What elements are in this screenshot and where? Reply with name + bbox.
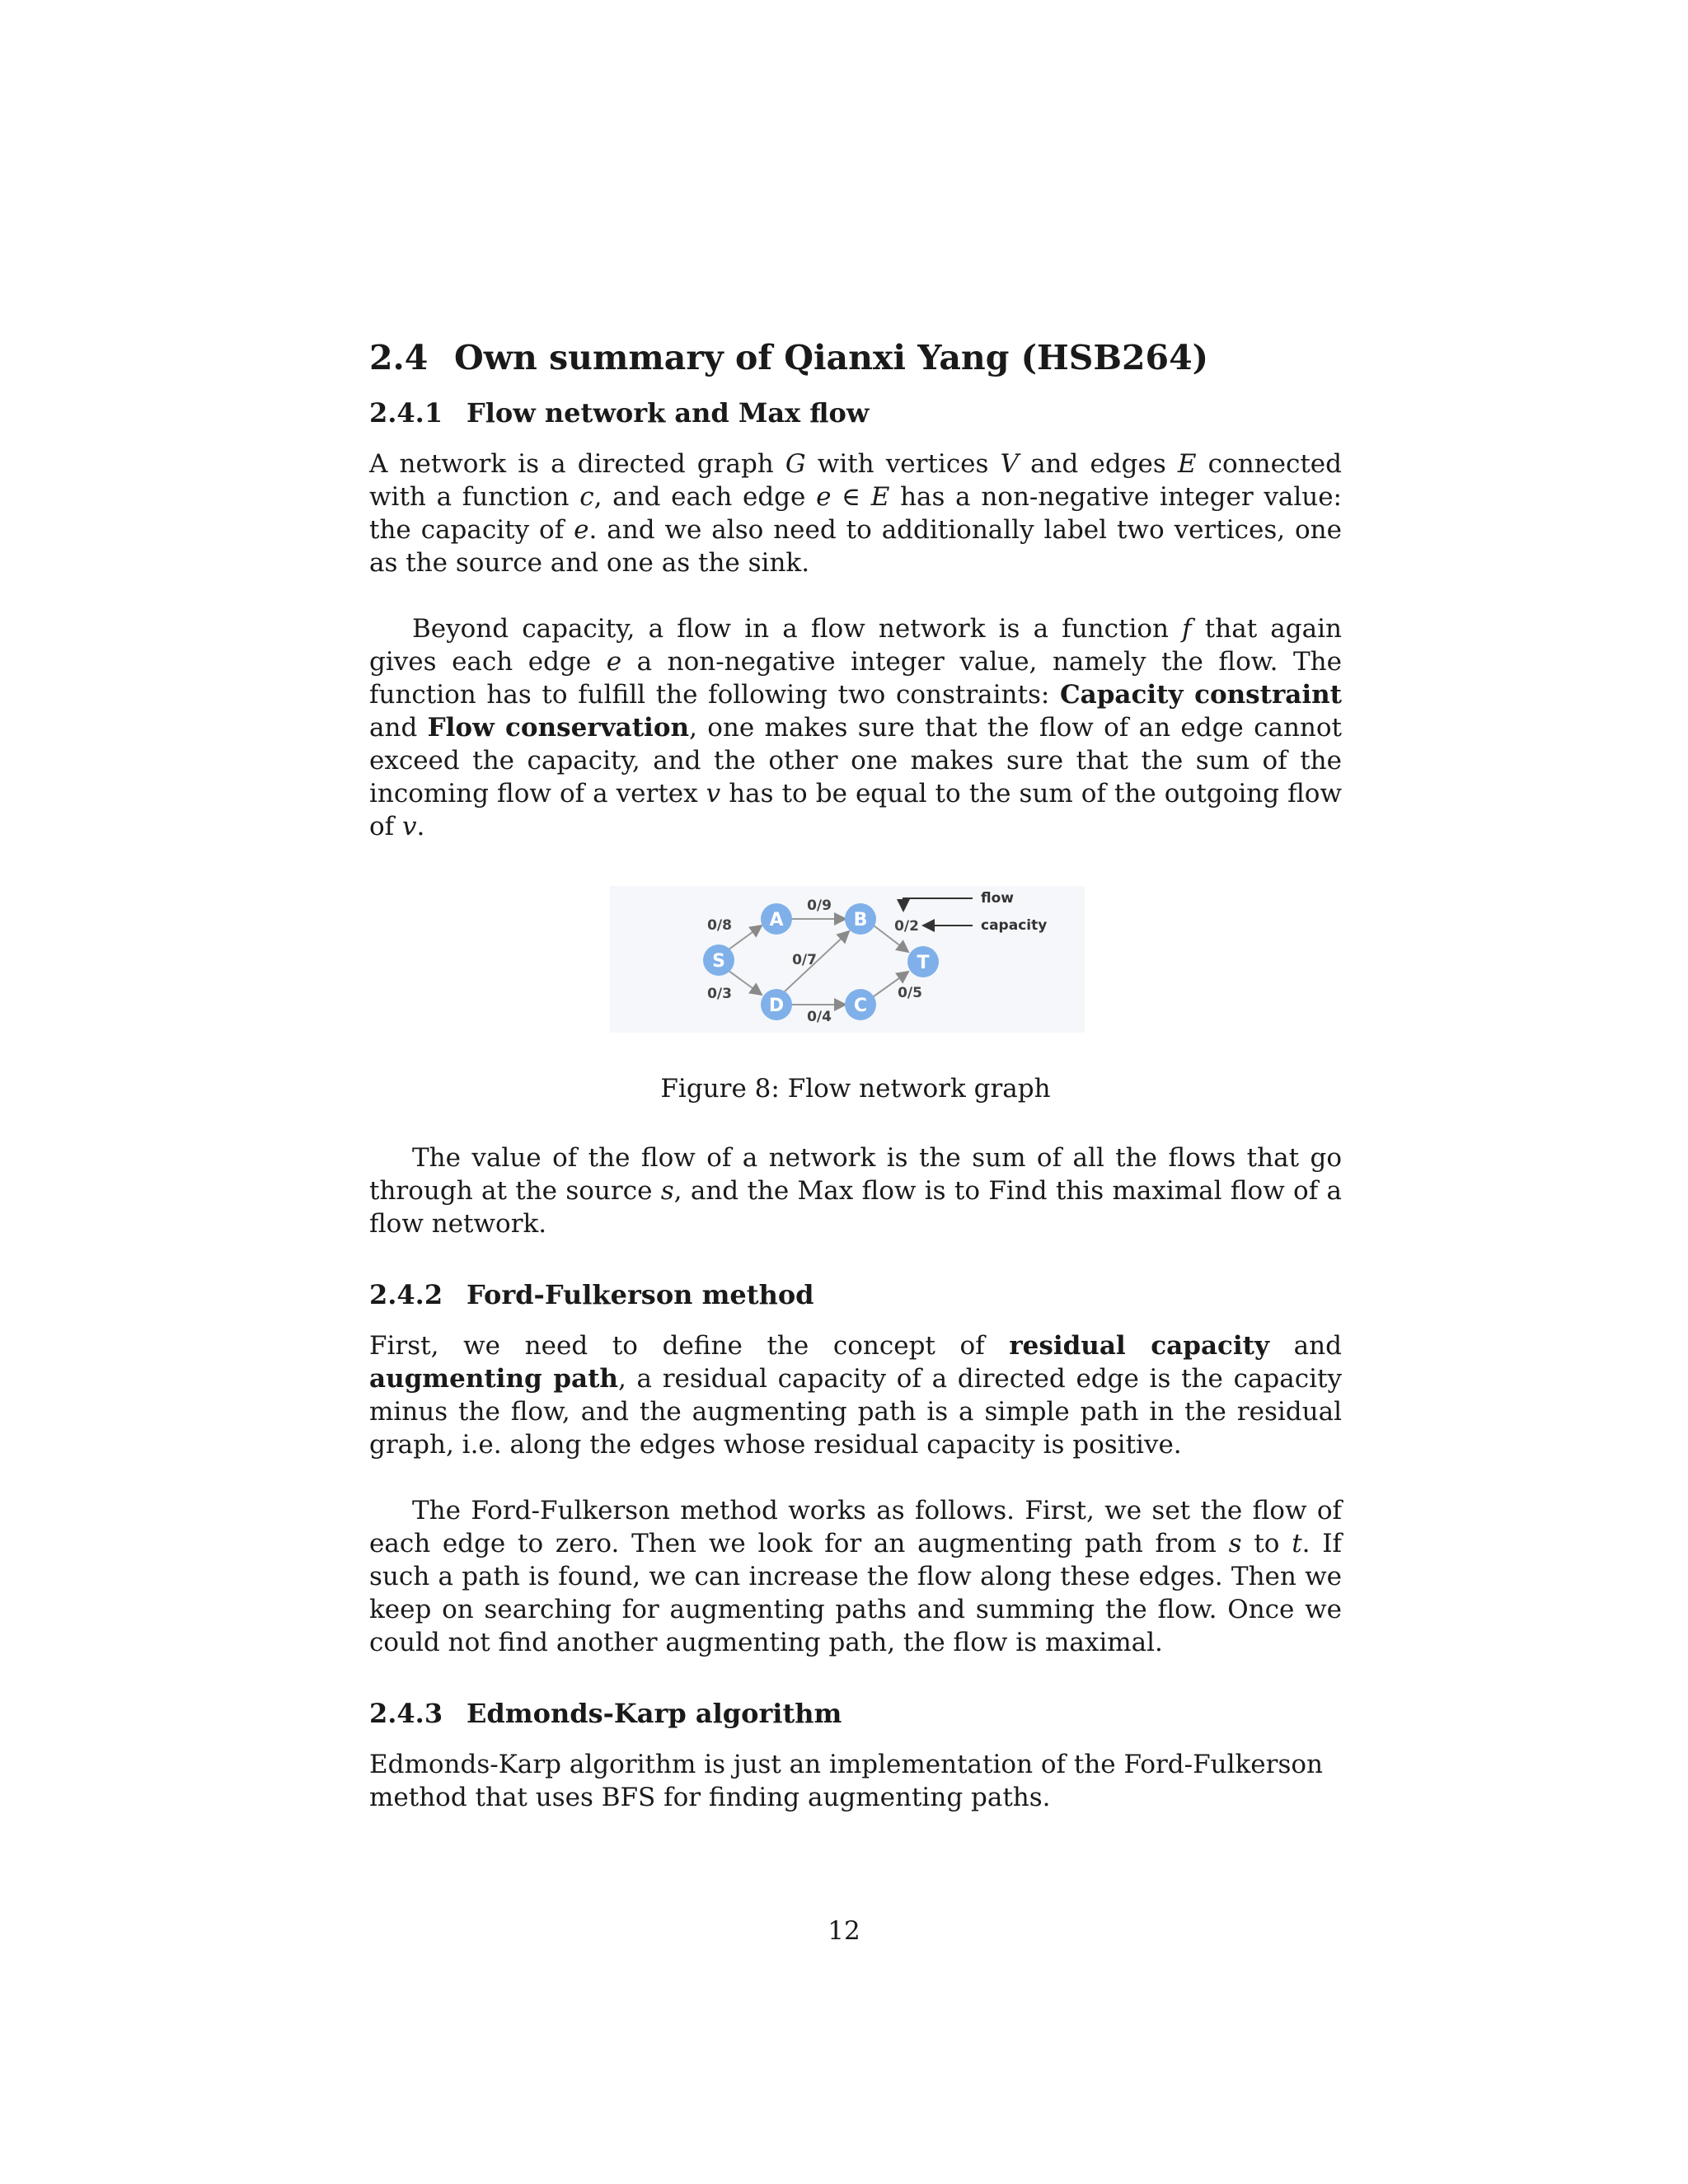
subsection-number: 2.4.3 bbox=[369, 1698, 443, 1730]
legend-flow-label: flow bbox=[981, 890, 1014, 907]
subsection-heading-flow-network bbox=[369, 396, 1342, 429]
bold-capacity-constraint: Capacity constraint bbox=[1059, 680, 1342, 710]
svg-text:B: B bbox=[853, 910, 868, 931]
flow-network-svg bbox=[610, 886, 1085, 1033]
subsection-number: 2.4.1 bbox=[369, 397, 443, 429]
svg-text:C: C bbox=[853, 996, 868, 1017]
subsection-number: 2.4.2 bbox=[369, 1279, 443, 1311]
subsection-title: Flow network and Max flow bbox=[467, 397, 870, 429]
paragraph-flow-definition: Beyond capacity, a flow in a flow network is a function f that again gives each edge e a non-negative integer value, namely the flow. The function has to fulfill the following two constraints: Capacity constraint and Flow conservation, one makes sure that the flow of an edge cannot exceed the capacity, and the other one makes sure that the sum of the incoming flow of a vertex v has to be equal to the sum of the outgoing flow of v. bbox=[369, 614, 1342, 842]
subsection-title: Edmonds-Karp algorithm bbox=[467, 1698, 842, 1730]
paragraph-edmonds-karp: Edmonds-Karp algorithm is just an implementation of the Ford-Fulkerson method that uses BFS for finding augmenting paths. bbox=[369, 1750, 1323, 1813]
subsection-heading-ford-fulkerson bbox=[369, 1278, 1342, 1311]
subsection-title: Ford-Fulkerson method bbox=[467, 1279, 814, 1311]
edge-label-bt: 0/2 bbox=[894, 918, 919, 935]
svg-text:S: S bbox=[712, 951, 725, 972]
paragraph-network-definition: A network is a directed graph G with vertices V and edges E connected with a function c, and each edge e ∈ E has a non-negative integer value: the capacity of e. and we also need to additionally label two vertices, one as the source and one as the sink. bbox=[369, 449, 1343, 579]
section-title: Own summary of Qianxi Yang (HSB264) bbox=[454, 338, 1209, 377]
edge-label-ab: 0/9 bbox=[807, 898, 832, 915]
node-b bbox=[845, 903, 876, 935]
legend-flow-pointer bbox=[903, 898, 973, 911]
section-heading bbox=[369, 338, 1342, 378]
node-t bbox=[907, 946, 939, 977]
svg-text:A: A bbox=[769, 910, 784, 931]
edge-label-sa: 0/8 bbox=[707, 917, 732, 935]
bold-flow-conservation: Flow conservation bbox=[427, 713, 690, 743]
paragraph-max-flow: The value of the flow of a network is the sum of all the flows that go through at the source s, and the Max flow is to Find this maximal flow of a flow network. bbox=[369, 1143, 1343, 1240]
node-s bbox=[703, 944, 734, 976]
flow-network-diagram bbox=[610, 886, 1085, 1033]
figure-caption: Figure 8: Flow network graph bbox=[660, 1074, 1051, 1104]
figure-flow-network bbox=[369, 886, 1342, 1105]
node-c bbox=[845, 989, 876, 1020]
edge-label-db: 0/7 bbox=[792, 952, 817, 969]
section-number: 2.4 bbox=[369, 338, 429, 377]
svg-text:T: T bbox=[917, 953, 930, 974]
node-a bbox=[761, 903, 792, 935]
edge-label-ct: 0/5 bbox=[898, 985, 922, 1002]
document-page bbox=[369, 338, 1342, 1814]
paragraph-ford-fulkerson-steps: The Ford-Fulkerson method works as follows. First, we set the flow of each edge to zero. Then we look for an augmenting path from s to t. If such a path is found, we can increase the flow along these edges. Then we keep on searching for augmenting paths and summing the flow. Once we could not find another augmenting path, the flow is maximal. bbox=[369, 1496, 1342, 1658]
bold-augmenting-path: augmenting path bbox=[369, 1364, 618, 1394]
edge-label-dc: 0/4 bbox=[807, 1009, 832, 1026]
bold-residual-capacity: residual capacity bbox=[1009, 1331, 1270, 1361]
svg-text:D: D bbox=[768, 996, 785, 1017]
node-d bbox=[761, 989, 792, 1020]
subsection-heading-edmonds-karp bbox=[369, 1697, 1342, 1730]
paragraph-residual-capacity: First, we need to define the concept of residual capacity and augmenting path, a residual capacity of a directed edge is the capacity minus the flow, and the augmenting path is a simple path in the residual graph, i.e. along the edges whose residual capacity is positive. bbox=[369, 1331, 1342, 1460]
page-number: 12 bbox=[828, 1916, 860, 1946]
edge-label-sd: 0/3 bbox=[707, 986, 732, 1003]
legend-capacity-label: capacity bbox=[981, 917, 1048, 935]
